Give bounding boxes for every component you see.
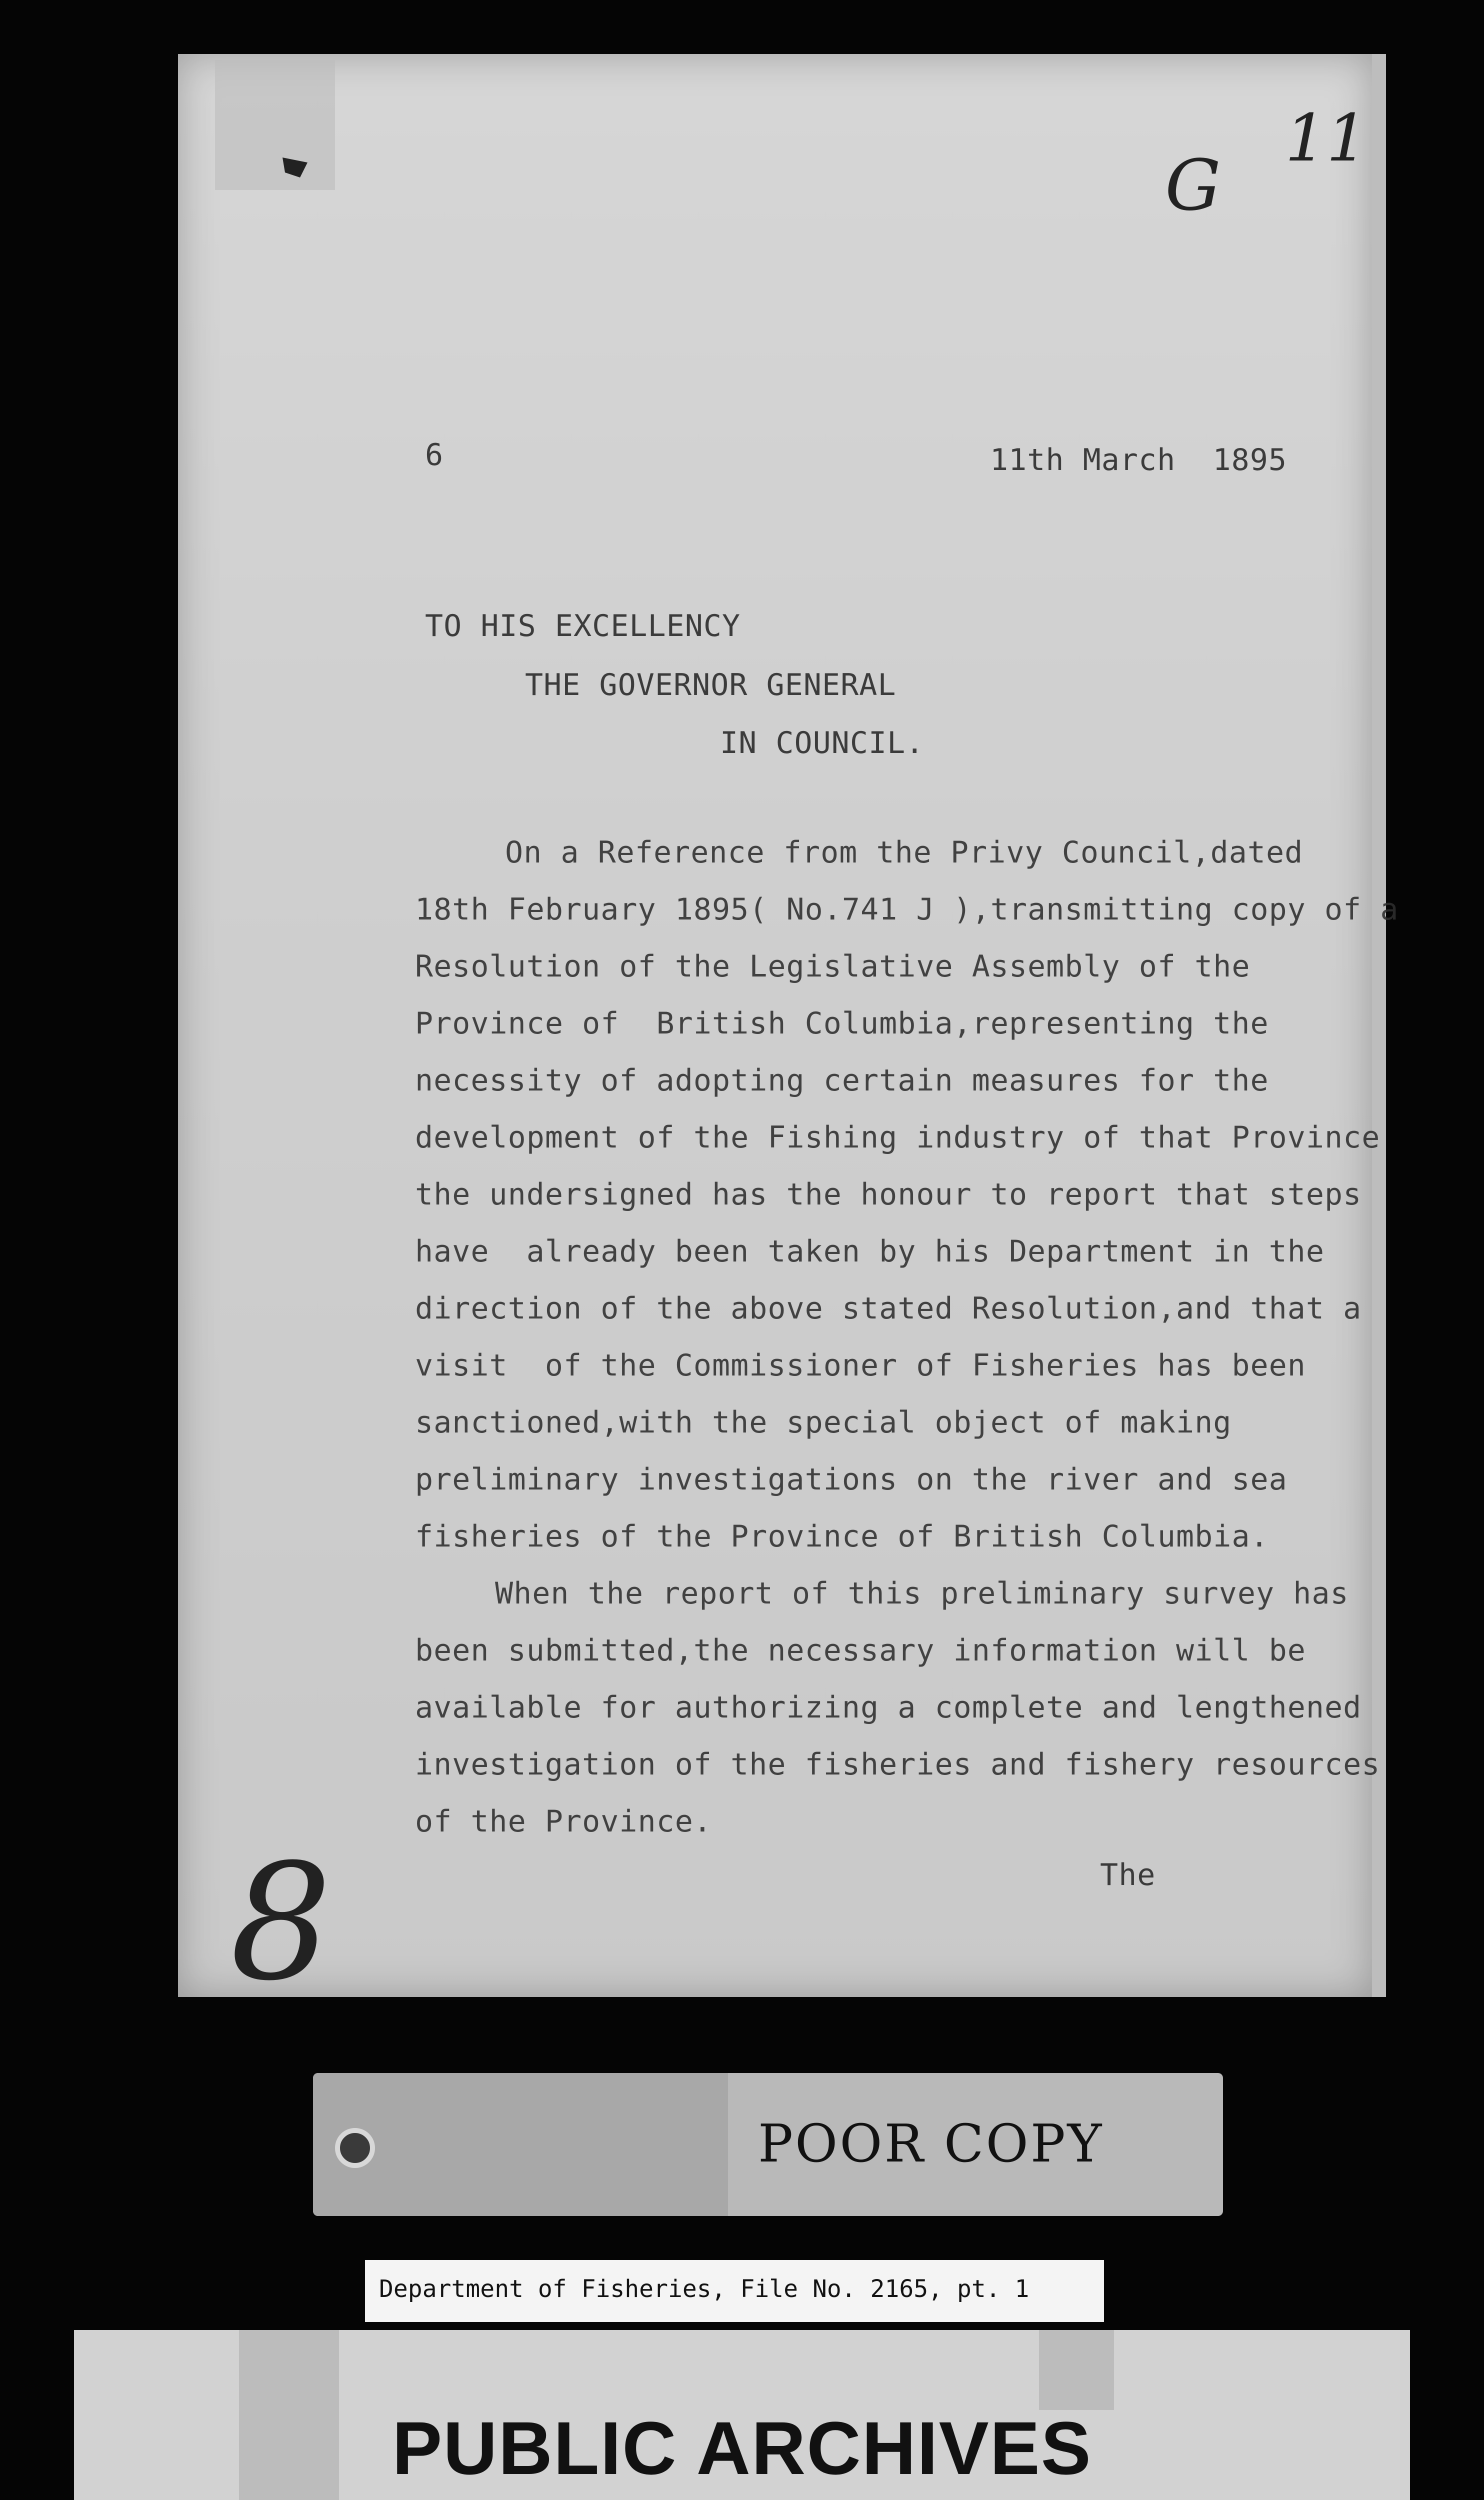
torn-corner <box>215 60 335 190</box>
address-line-2: THE GOVERNOR GENERAL <box>525 668 896 702</box>
file-reference-label <box>365 2260 1104 2322</box>
body-line: available for authorizing a complete and lengthened <box>415 1690 1362 1725</box>
pencil-margin-number: 8 <box>230 1830 332 2016</box>
poor-copy-label: POOR COPY <box>758 2113 1104 2174</box>
archives-stamp-card <box>74 2330 1410 2500</box>
body-line: sanctioned,with the special object of making <box>415 1405 1232 1440</box>
address-line-1: TO HIS EXCELLENCY <box>425 608 741 644</box>
grommet-icon <box>335 2128 375 2168</box>
address-line-3: IN COUNCIL. <box>720 726 924 760</box>
body-line: When the report of this preliminary survey has <box>495 1576 1349 1611</box>
catchword: The <box>1100 1858 1156 1892</box>
tag-left-panel <box>313 2073 728 2216</box>
body-line: necessity of adopting certain measures for the <box>415 1063 1269 1098</box>
punch-hole-icon <box>280 150 310 180</box>
pencil-folio-number: 11 <box>1285 100 1368 176</box>
body-line: the undersigned has the honour to report that steps <box>415 1177 1362 1212</box>
document-number: 6 <box>425 438 444 472</box>
archives-line-english: PUBLIC ARCHIVES <box>392 2406 1092 2490</box>
body-line: have already been taken by his Department in the <box>415 1234 1325 1269</box>
body-line: development of the Fishing industry of that Province <box>415 1120 1380 1155</box>
pencil-annotation-letter: G <box>1165 145 1221 226</box>
document-date: 11th March 1895 <box>990 442 1287 478</box>
tape-strip <box>1039 2330 1114 2410</box>
body-line: Resolution of the Legislative Assembly of the <box>415 949 1250 984</box>
poor-copy-tag <box>313 2073 1223 2216</box>
body-line: fisheries of the Province of British Columbia. <box>415 1519 1269 1554</box>
body-line: On a Reference from the Privy Council,dated <box>505 835 1304 870</box>
body-line: preliminary investigations on the river and sea <box>415 1462 1288 1497</box>
body-line: Province of British Columbia,representing the <box>415 1006 1269 1041</box>
body-line: of the Province. <box>415 1804 712 1839</box>
body-line: 18th February 1895( No.741 J ),transmitting copy of a <box>415 892 1399 927</box>
body-line: been submitted,the necessary information will be <box>415 1633 1306 1668</box>
body-line: direction of the above stated Resolution,and that a <box>415 1291 1362 1326</box>
file-reference-text: Department of Fisheries, File No. 2165, pt. 1 <box>379 2275 1030 2303</box>
body-line: investigation of the fisheries and fishery resources <box>415 1747 1380 1782</box>
body-line: visit of the Commissioner of Fisheries has been <box>415 1348 1306 1383</box>
